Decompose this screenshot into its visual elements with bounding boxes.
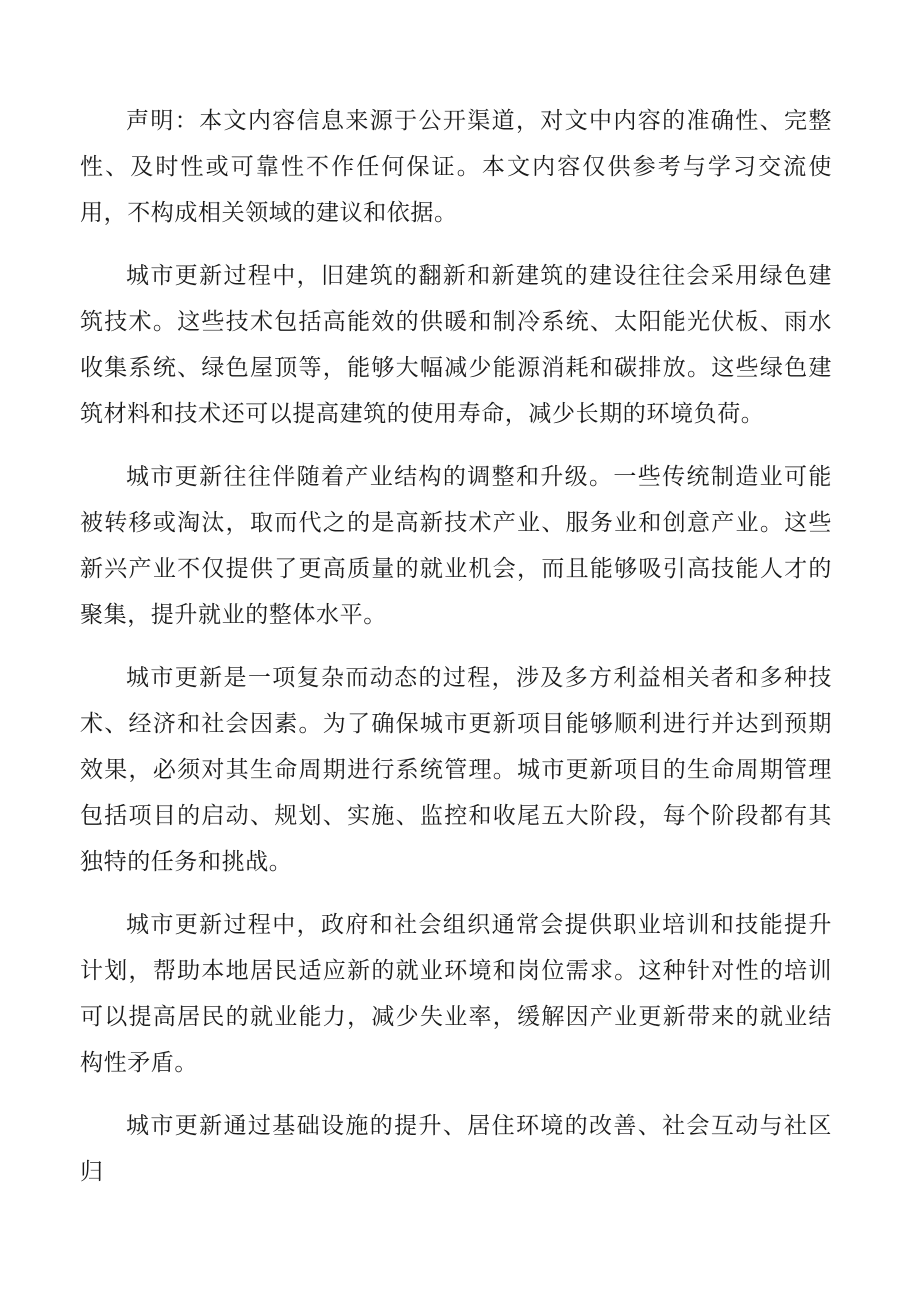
industry-upgrade-paragraph: 城市更新往往伴随着产业结构的调整和升级。一些传统制造业可能被转移或淘汰，取而代之的是高新技术产业、服务业和创意产业。这些新兴产业不仅提供了更高质量的就业机会，而且能够吸引高技能人才的聚集，提升就业的整体水平。	[80, 464, 832, 628]
green-building-paragraph: 城市更新过程中，旧建筑的翻新和新建筑的建设往往会采用绿色建筑技术。这些技术包括高能效的供暖和制冷系统、太阳能光伏板、雨水收集系统、绿色屋顶等，能够大幅减少能源消耗和碳排放。这些绿色建筑材料和技术还可以提高建筑的使用寿命，减少长期的环境负荷。	[80, 263, 832, 427]
lifecycle-management-paragraph: 城市更新是一项复杂而动态的过程，涉及多方利益相关者和多种技术、经济和社会因素。为了确保城市更新项目能够顺利进行并达到预期效果，必须对其生命周期进行系统管理。城市更新项目的生命周期管理包括项目的启动、规划、实施、监控和收尾五大阶段，每个阶段都有其独特的任务和挑战。	[80, 665, 832, 875]
disclaimer-paragraph: 声明：本文内容信息来源于公开渠道，对文中内容的准确性、完整性、及时性或可靠性不作任何保证。本文内容仅供参考与学习交流使用，不构成相关领域的建议和依据。	[80, 108, 832, 226]
community-paragraph: 城市更新通过基础设施的提升、居住环境的改善、社会互动与社区归	[80, 1113, 832, 1185]
document-body	[80, 98, 832, 1212]
vocational-training-paragraph: 城市更新过程中，政府和社会组织通常会提供职业培训和技能提升计划，帮助本地居民适应新的就业环境和岗位需求。这种针对性的培训可以提高居民的就业能力，减少失业率，缓解因产业更新带来的就业结构性矛盾。	[80, 912, 832, 1076]
